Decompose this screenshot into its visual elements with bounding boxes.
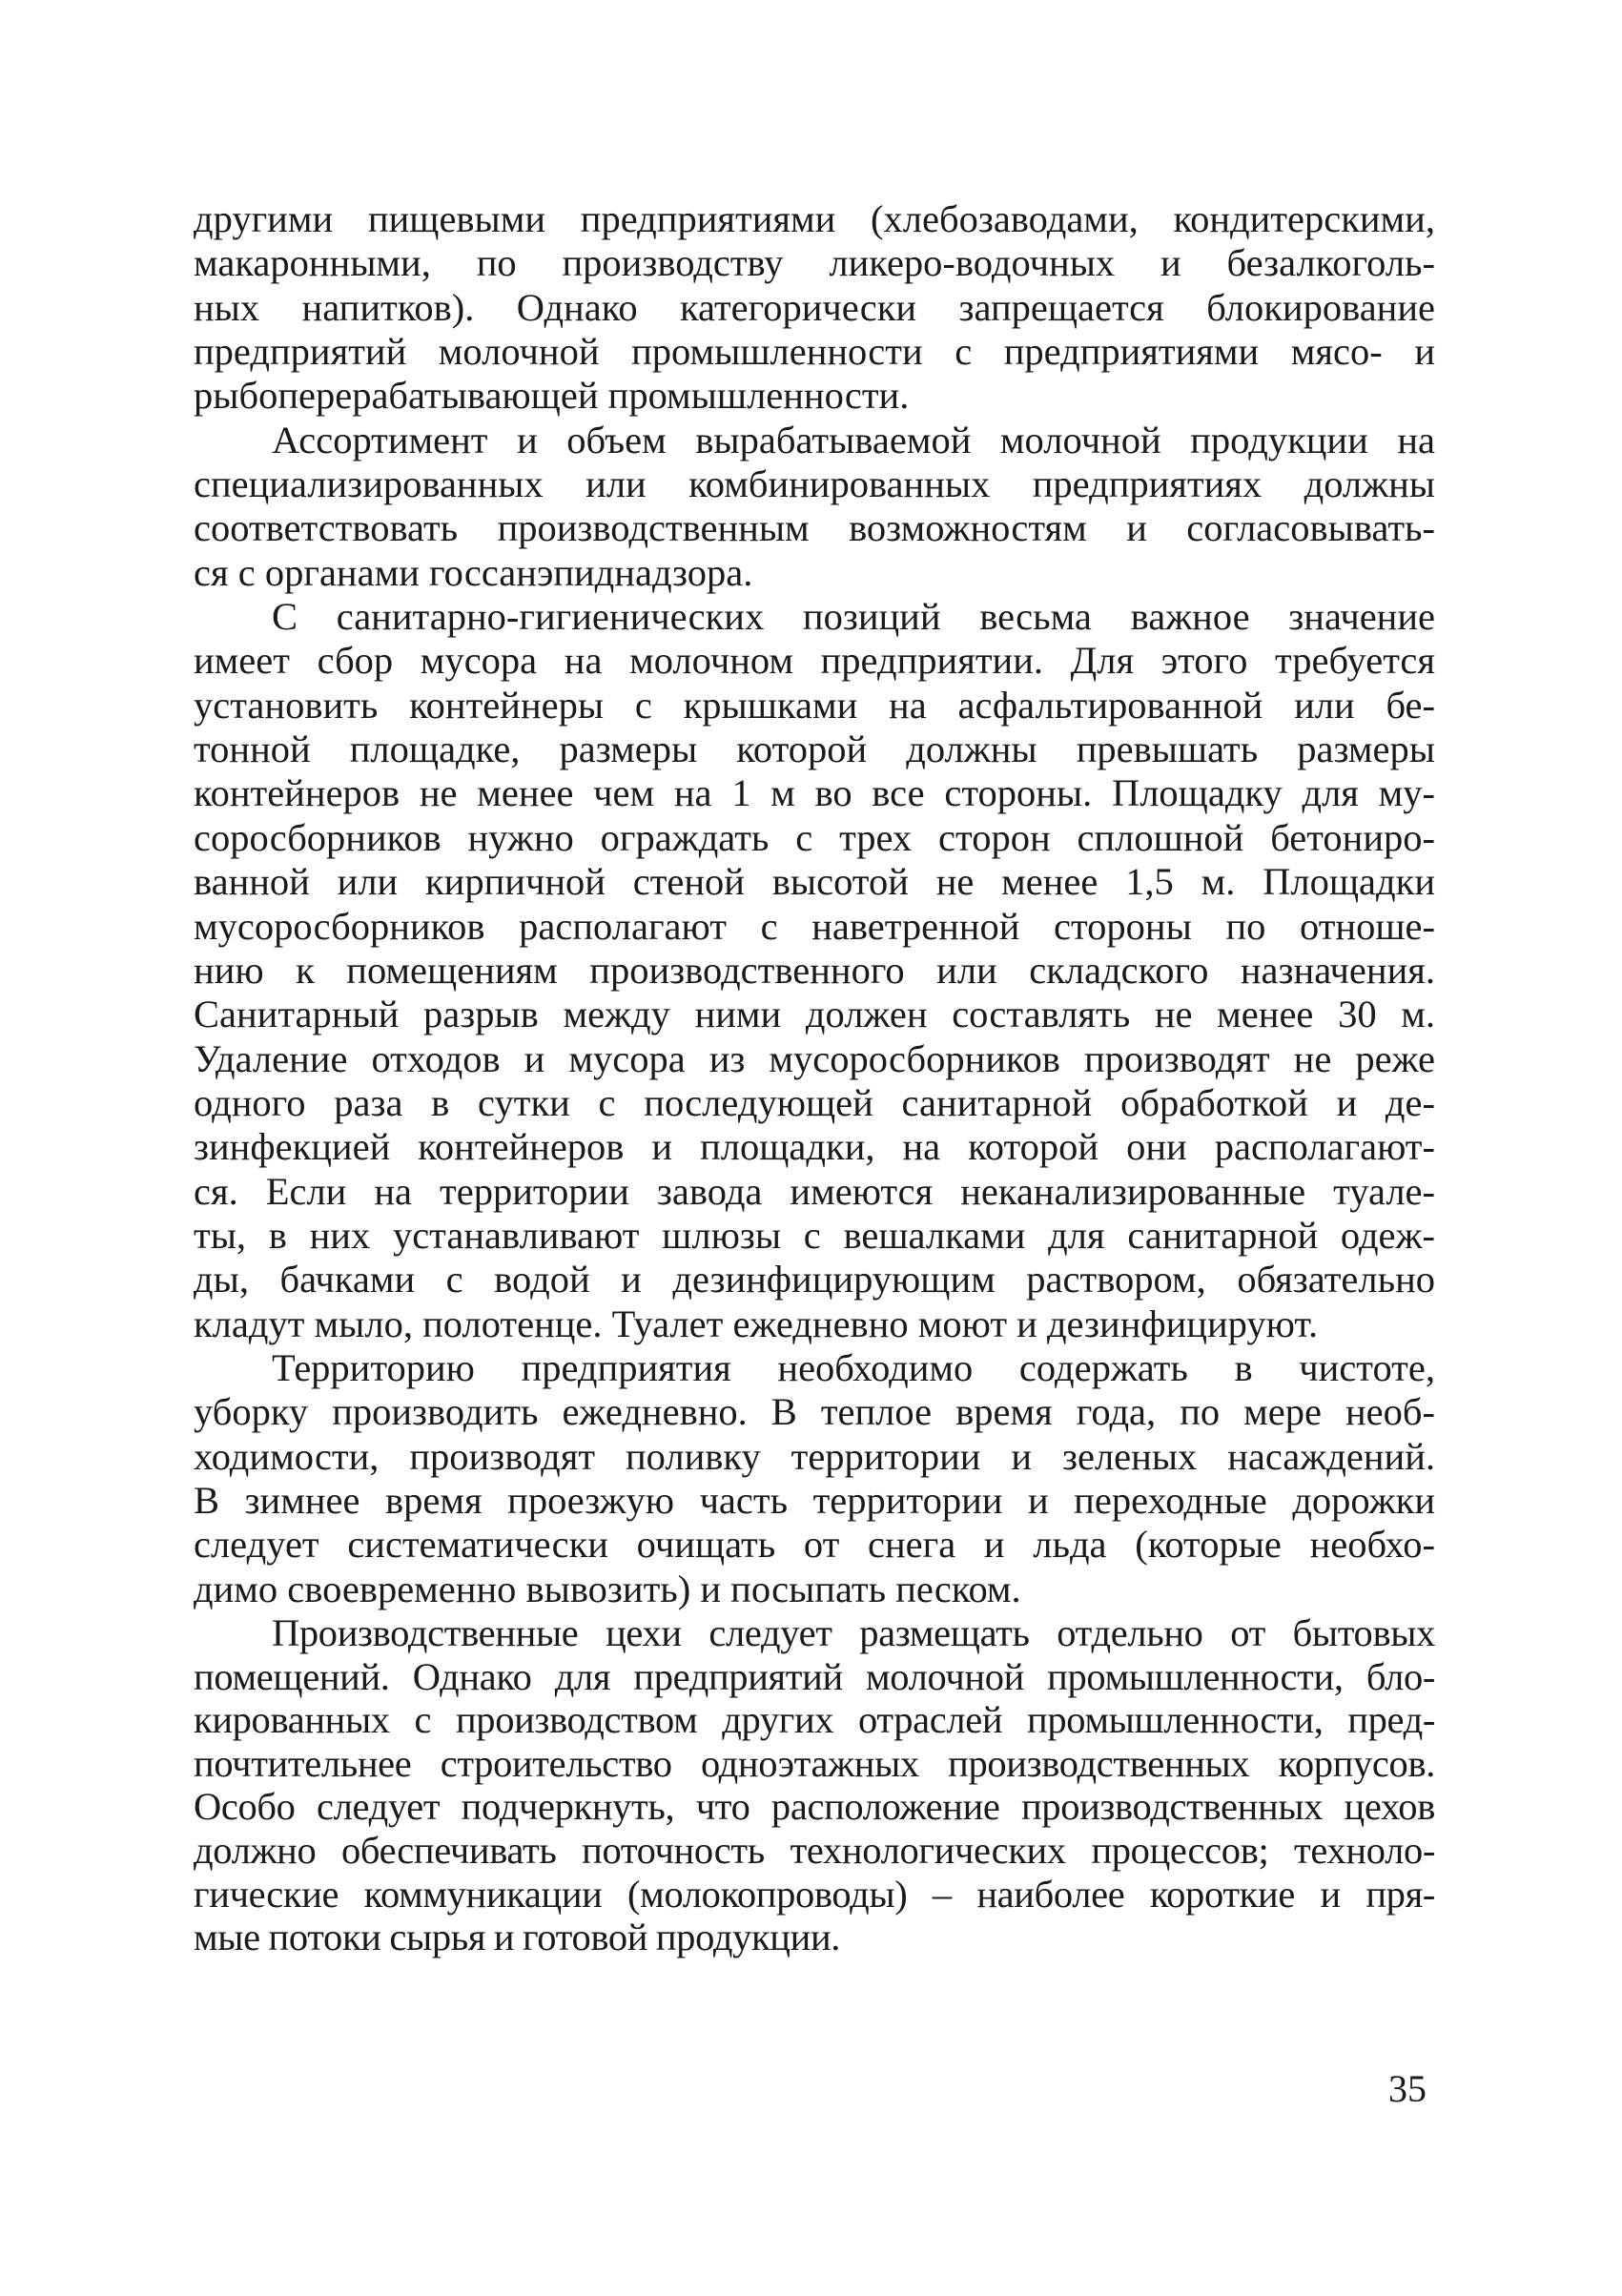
- text-line: ся с органами госсанэпиднадзора.: [194, 550, 753, 594]
- paragraph-territory: [194, 1346, 1435, 1611]
- text-line: гические коммуникации (молокопроводы) – наиболее короткие и пря-: [194, 1872, 1435, 1916]
- text-line: ды, бачками с водой и дезинфицирующим раствором, обязательно: [194, 1258, 1435, 1302]
- paragraph-continuation: [194, 197, 1435, 419]
- paragraph-waste-collection: [194, 595, 1435, 1346]
- text-line: помещений. Однако для предприятий молочной промышленности, бло-: [194, 1654, 1435, 1698]
- text-line: Ассортимент и объем вырабатываемой молочной продукции на: [272, 418, 1435, 461]
- text-line: контейнеров не менее чем на 1 м во все стороны. Площадку для му-: [194, 771, 1435, 815]
- text-line: ты, в них устанавливают шлюзы с вешалками для санитарной одеж-: [194, 1213, 1435, 1257]
- body-text: [194, 197, 1435, 1959]
- text-line: ходимости, производят поливку территории и зеленых насаждений.: [194, 1434, 1435, 1478]
- text-line: соросборников нужно ограждать с трех сторон сплошной бетониро-: [194, 815, 1435, 859]
- text-line: одного раза в сутки с последующей санитарной обработкой и де-: [194, 1080, 1435, 1124]
- text-line: должно обеспечивать поточность технологических процессов; техноло-: [194, 1828, 1435, 1872]
- text-line: предприятий молочной промышленности с предприятиями мясо- и: [194, 330, 1435, 374]
- text-line: кированных с производством других отраслей промышленности, пред-: [194, 1698, 1435, 1742]
- text-line: ся. Если на территории завода имеются неканализированные туале-: [194, 1169, 1435, 1213]
- text-line: специализированных или комбинированных предприятиях должны: [194, 462, 1435, 506]
- text-line: установить контейнеры с крышками на асфальтированной или бе-: [194, 683, 1435, 727]
- text-line: С санитарно-гигиенических позиций весьма важное значение: [272, 595, 1435, 639]
- paragraph-workshops: [194, 1611, 1435, 1959]
- text-line: Удаление отходов и мусора из мусоросборников производят не реже: [194, 1036, 1435, 1080]
- text-line: тонной площадке, размеры которой должны превышать размеры: [194, 728, 1435, 771]
- text-line: рыбоперерабатывающей промышленности.: [194, 374, 910, 418]
- text-line: уборку производить ежедневно. В теплое время года, по мере необ-: [194, 1390, 1435, 1434]
- text-line: почтительнее строительство одноэтажных производственных корпусов.: [194, 1741, 1435, 1785]
- text-line: Территорию предприятия необходимо содержать в чистоте,: [272, 1345, 1435, 1389]
- text-line: макаронными, по производству ликеро-водочных и безалкоголь-: [194, 241, 1435, 285]
- text-line: ных напитков). Однако категорически запрещается блокирование: [194, 285, 1435, 329]
- text-line: ванной или кирпичной стеной высотой не менее 1,5 м. Площадки: [194, 860, 1435, 904]
- text-line: мусоросборников располагают с наветренной стороны по отноше-: [194, 904, 1435, 948]
- text-line: В зимнее время проезжую часть территории и переходные дорожки: [194, 1478, 1435, 1522]
- text-line: димо своевременно вывозить) и посыпать песком.: [194, 1567, 1021, 1610]
- text-line: Особо следует подчеркнуть, что расположение производственных цехов: [194, 1785, 1435, 1829]
- text-line: нию к помещениям производственного или складского назначения.: [194, 948, 1435, 992]
- text-line: имеет сбор мусора на молочном предприятии. Для этого требуется: [194, 639, 1435, 683]
- text-line: Производственные цехи следует размещать отдельно от бытовых: [272, 1611, 1435, 1654]
- text-line: зинфекцией контейнеров и площадки, на которой они располагают-: [194, 1125, 1435, 1169]
- page-number: 35: [1388, 2067, 1427, 2110]
- text-line: кладут мыло, полотенце. Туалет ежедневно моют и дезинфицируют.: [194, 1302, 1319, 1345]
- text-line: другими пищевыми предприятиями (хлебозаводами, кондитерскими,: [194, 197, 1435, 240]
- text-line: Санитарный разрыв между ними должен составлять не менее 30 м.: [194, 993, 1435, 1036]
- paragraph-assortment: [194, 419, 1435, 595]
- text-line: следует систематически очищать от снега и льда (которые необхо-: [194, 1523, 1435, 1567]
- text-line: соответствовать производственным возможностям и согласовывать-: [194, 506, 1435, 550]
- text-line: мые потоки сырья и готовой продукции.: [194, 1916, 841, 1959]
